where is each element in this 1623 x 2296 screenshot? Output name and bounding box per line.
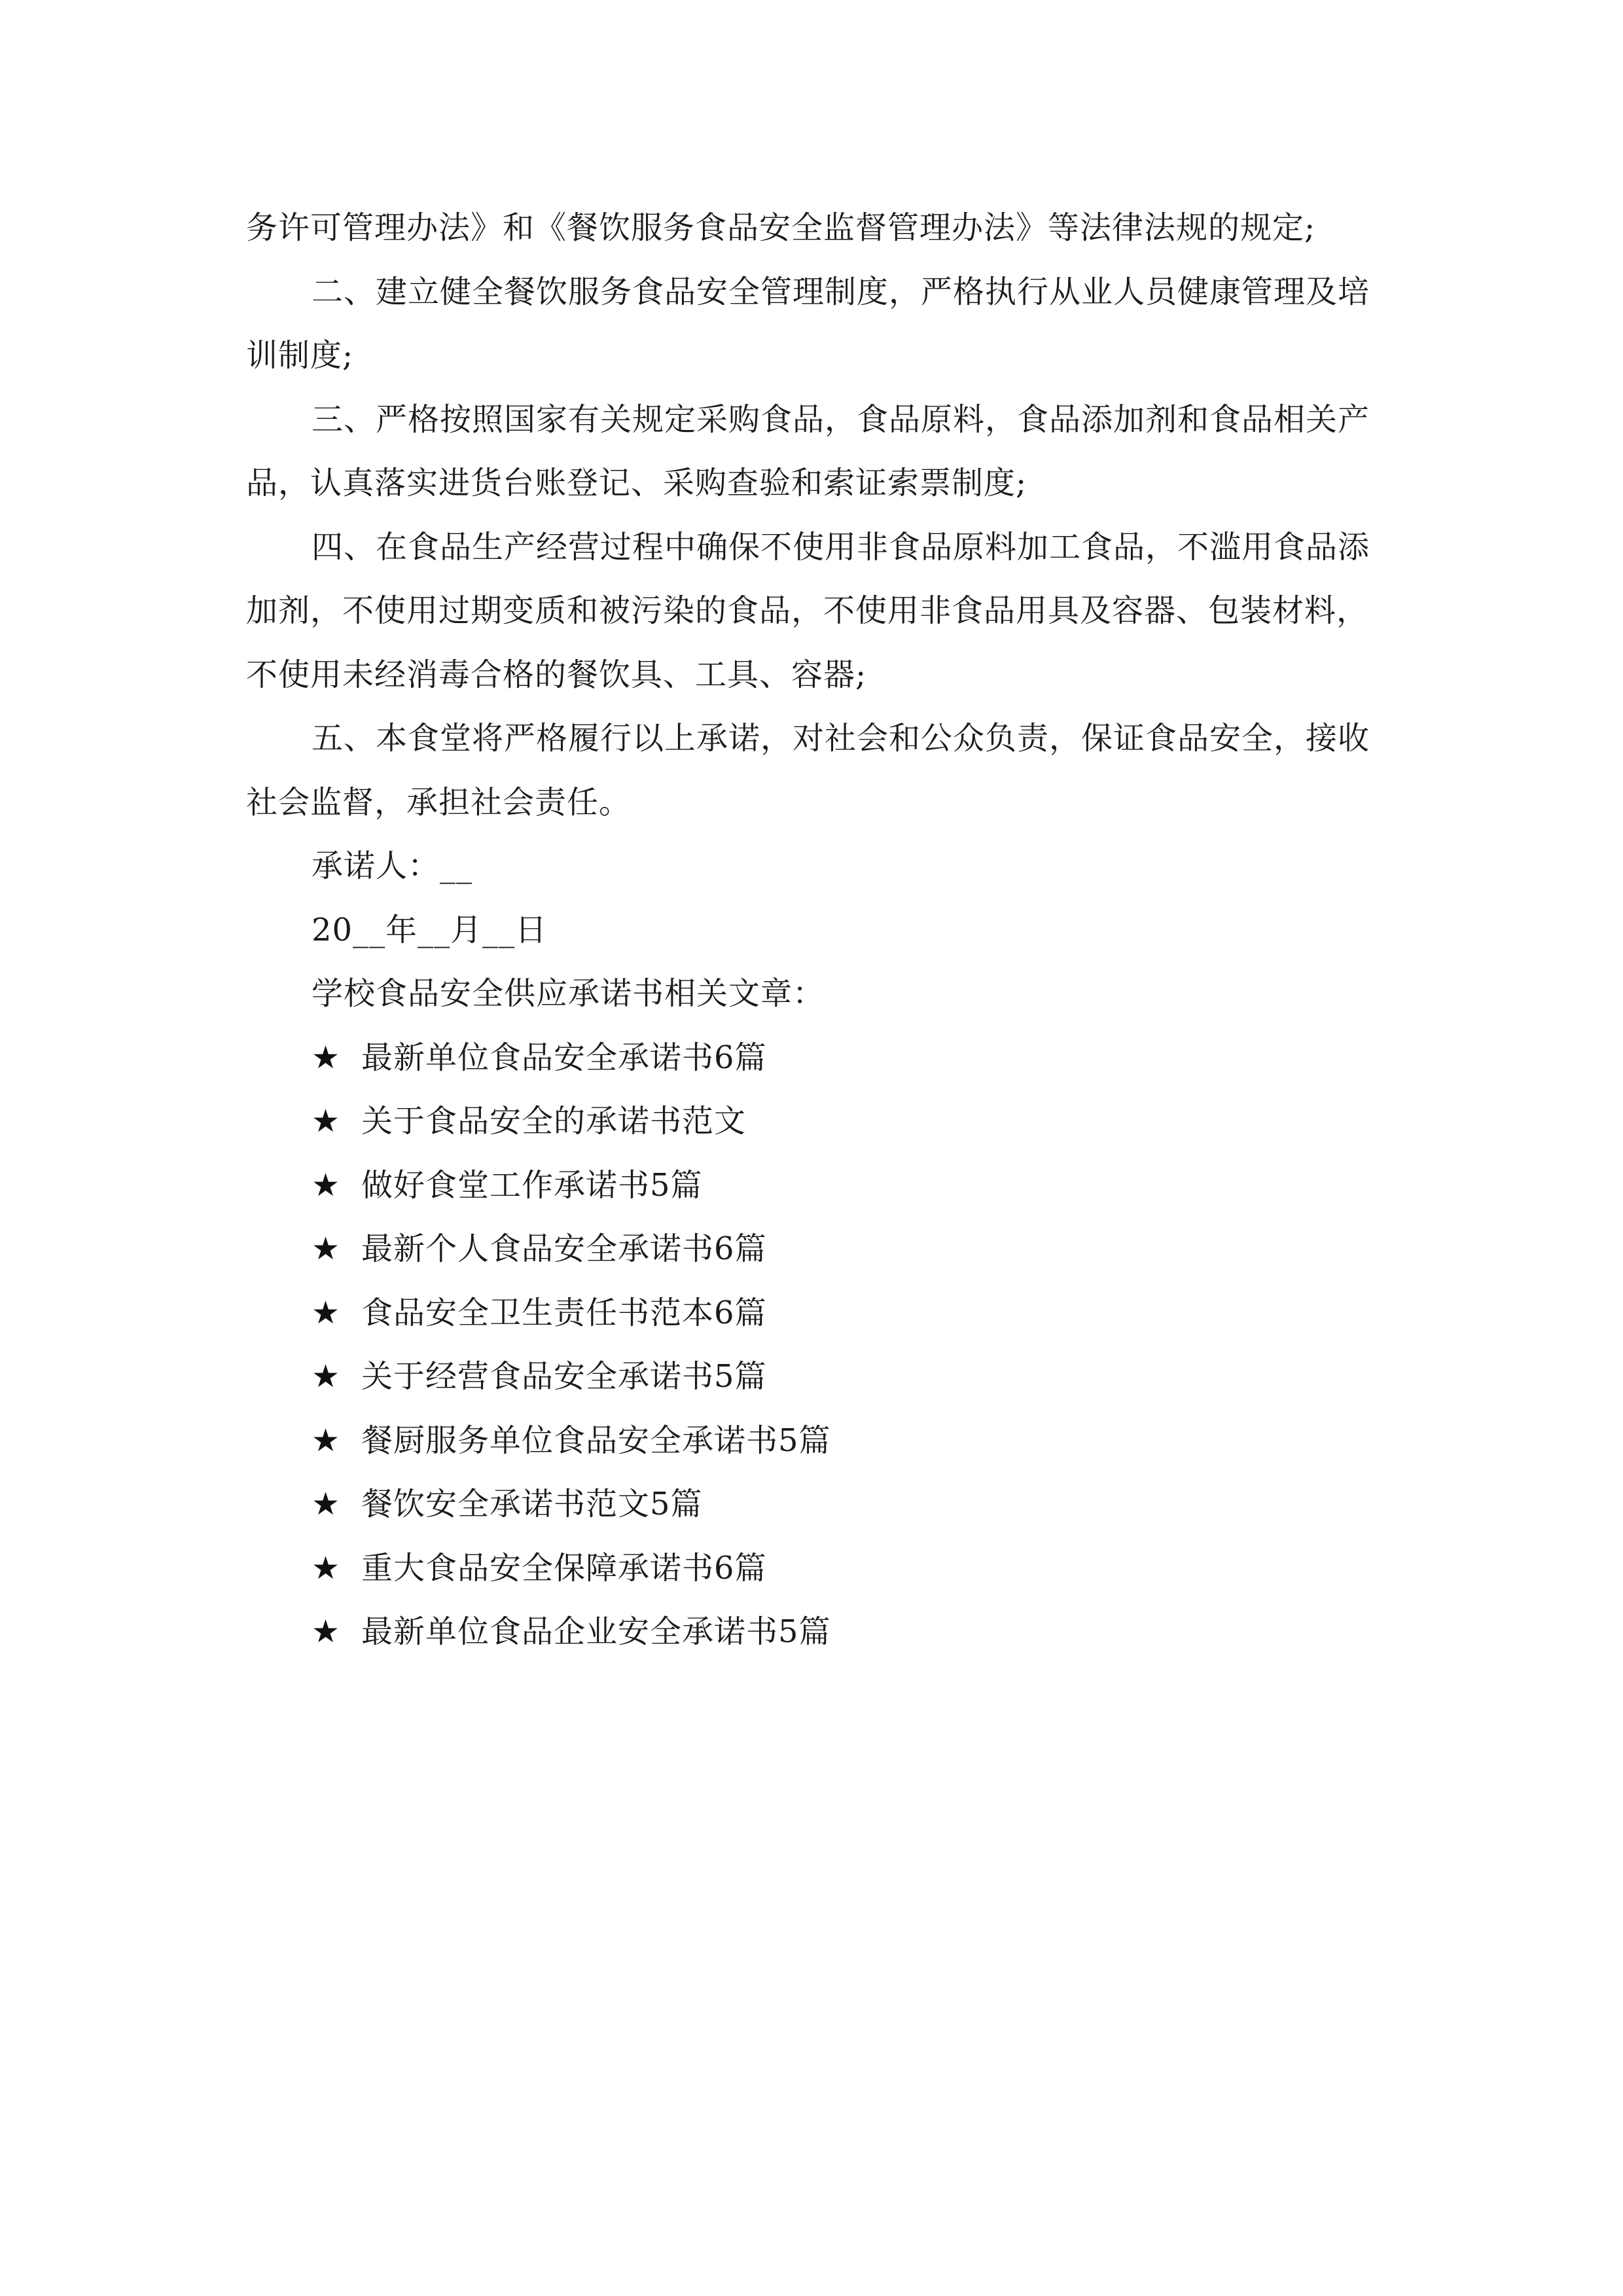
paragraph-line: 加剂，不使用过期变质和被污染的食品，不使用非食品用具及容器、包装材料， (246, 592, 1369, 629)
paragraph-line: 社会监督，承担社会责任。 (246, 783, 632, 821)
related-link[interactable] (246, 1026, 1398, 1090)
related-link-label: 餐饮安全承诺书范文5篇 (361, 1486, 703, 1522)
related-link[interactable] (246, 1090, 1398, 1154)
star-icon: ★ (312, 1422, 341, 1459)
paragraph-line: 二、建立健全餐饮服务食品安全管理制度，严格执行从业人员健康管理及培 (312, 273, 1370, 310)
related-link-label: 做好食堂工作承诺书5篇 (361, 1166, 703, 1204)
star-icon: ★ (312, 1103, 341, 1139)
paragraph-clause-3 (246, 388, 1398, 516)
related-link-label: 关于食品安全的承诺书范文 (361, 1103, 747, 1139)
related-link-label: 重大食品安全保障承诺书6篇 (361, 1549, 767, 1587)
paragraph-line: 品，认真落实进货台账登记、采购查验和索证索票制度; (246, 465, 1027, 501)
paragraph-continuation (246, 196, 1398, 260)
paragraph-clause-4 (246, 516, 1398, 708)
related-link-label: 最新个人食品安全承诺书6篇 (361, 1230, 767, 1267)
related-link-label: 最新单位食品安全承诺书6篇 (361, 1039, 767, 1076)
related-link[interactable] (246, 1154, 1398, 1218)
related-link-label: 最新单位食品企业安全承诺书5篇 (361, 1613, 831, 1650)
paragraph-line: 务许可管理办法》和《餐饮服务食品安全监督管理办法》等法律法规的规定; (246, 209, 1316, 246)
star-icon: ★ (312, 1486, 341, 1522)
paragraph-line: 五、本食堂将严格履行以上承诺，对社会和公众负责，保证食品安全，接收 (312, 720, 1370, 757)
related-link[interactable] (246, 1282, 1398, 1346)
related-link[interactable] (246, 1537, 1398, 1601)
signature-block (246, 834, 1398, 962)
paragraph-clause-2 (246, 260, 1398, 388)
related-link-label: 食品安全卫生责任书范本6篇 (361, 1294, 767, 1331)
related-articles (246, 962, 1398, 1664)
paragraph-line: 三、严格按照国家有关规定采购食品，食品原料，食品添加剂和食品相关产 (312, 401, 1370, 438)
star-icon: ★ (312, 1294, 341, 1331)
paragraph-clause-5 (246, 707, 1398, 834)
date-line: 20__年__月__日 (312, 911, 548, 948)
promisor-line: 承诺人：__ (312, 848, 473, 884)
paragraph-line: 不使用未经消毒合格的餐饮具、工具、容器; (246, 656, 867, 693)
star-icon: ★ (312, 1613, 341, 1650)
related-link[interactable] (246, 1600, 1398, 1664)
related-link-label: 关于经营食品安全承诺书5篇 (361, 1358, 767, 1395)
related-link[interactable] (246, 1409, 1398, 1473)
paragraph-line: 四、在食品生产经营过程中确保不使用非食品原料加工食品，不滥用食品添 (312, 528, 1370, 565)
paragraph-line: 训制度; (246, 337, 354, 374)
document-page (246, 196, 1398, 1664)
star-icon: ★ (312, 1358, 341, 1395)
star-icon: ★ (312, 1230, 341, 1267)
star-icon: ★ (312, 1039, 341, 1076)
related-link[interactable] (246, 1217, 1398, 1282)
related-link[interactable] (246, 1473, 1398, 1537)
related-link-label: 餐厨服务单位食品安全承诺书5篇 (361, 1422, 831, 1459)
related-heading: 学校食品安全供应承诺书相关文章： (312, 975, 825, 1012)
star-icon: ★ (312, 1166, 341, 1204)
related-link[interactable] (246, 1345, 1398, 1409)
star-icon: ★ (312, 1549, 341, 1587)
